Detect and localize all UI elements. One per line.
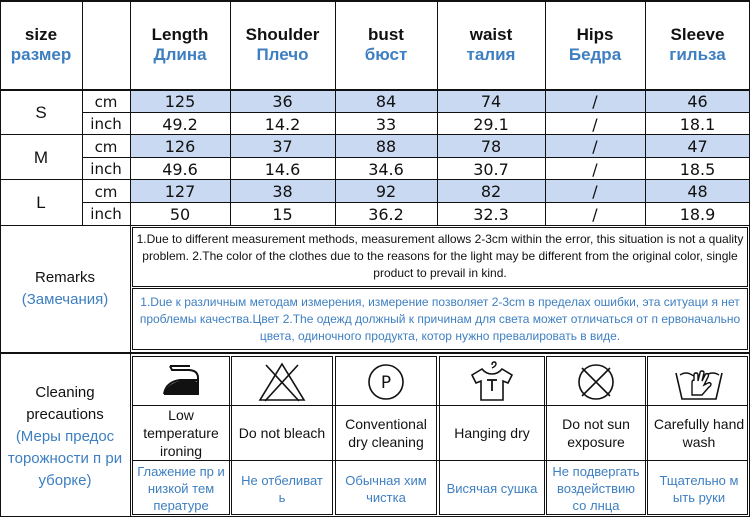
value-cell: 30.7 — [473, 159, 509, 179]
col-header-ru: талия — [466, 45, 516, 64]
col-header-ru: Плечо — [256, 45, 309, 64]
size-label-l: L — [36, 192, 46, 212]
col-header-hips — [545, 0, 645, 90]
value-cell: 37 — [272, 137, 293, 156]
value-cell: / — [592, 114, 598, 134]
care-label-en: Conventional dry cleaning — [345, 416, 427, 450]
grid-line — [82, 157, 750, 158]
col-header-ru: гильза — [669, 45, 726, 64]
grid-line — [645, 0, 646, 226]
unit-cm: cm — [94, 92, 118, 111]
value-cell: 46 — [687, 92, 708, 111]
unit-header-cell — [82, 0, 130, 90]
grid-line — [0, 225, 750, 226]
value-cell: 14.2 — [264, 114, 301, 134]
col-header-sleeve — [645, 0, 750, 90]
unit-inch: inch — [90, 160, 122, 178]
value-cell: / — [592, 92, 598, 111]
care-label-ru: Не отбеливат ь — [241, 472, 323, 505]
cleaning-label — [0, 356, 130, 517]
care-cell — [439, 356, 545, 515]
value-cell: 125 — [164, 92, 196, 111]
value-cell: 38 — [272, 182, 293, 201]
grid-line — [132, 460, 748, 461]
col-header-length — [130, 0, 230, 90]
grid-line — [0, 0, 750, 2]
care-label-ru: Висячая сушка — [446, 481, 538, 496]
value-cell: 34.6 — [368, 159, 404, 179]
value-cell: 88 — [375, 137, 397, 156]
value-cell: 14.6 — [264, 159, 301, 179]
remarks-ru-box — [132, 288, 748, 350]
remarks-label-ru: (Замечания) — [21, 291, 109, 308]
value-cell: 47 — [687, 137, 708, 156]
col-header-en: waist — [469, 25, 513, 44]
care-label-en: Do not sun exposure — [562, 416, 630, 450]
value-cell: 18.1 — [679, 114, 716, 134]
grid-line — [335, 0, 336, 226]
remarks-en-box — [132, 227, 748, 287]
care-label-en: Hanging dry — [454, 425, 530, 441]
care-label-ru: Тщательно м ыть руки — [659, 472, 739, 505]
remarks-label — [0, 226, 130, 352]
value-cell: / — [592, 159, 598, 179]
remarks-text-ru: 1.Due к различным методам измерения, измерение позволяет 2-3cm в пределах ошибки, эта ситуаци я нет проблемы качества.Цвет 2.The одежд должный к причинам для света может отличаться от п ервоначально цвета, одиночного продукта, котор нужно превалировать в виде. — [139, 294, 741, 343]
value-cell: 15 — [272, 204, 293, 224]
value-cell: 84 — [375, 92, 397, 111]
grid-line — [0, 352, 750, 354]
care-label-en: Low temperature ironing — [143, 407, 219, 459]
col-header-shoulder — [230, 0, 335, 90]
col-header-ru: Бедра — [568, 45, 622, 64]
size-label-m: M — [33, 147, 49, 167]
size-header-cell — [0, 0, 82, 90]
care-cell — [335, 356, 437, 515]
unit-cm: cm — [94, 182, 118, 201]
grid-line — [0, 134, 750, 135]
cleaning-label-en: Cleaning — [35, 383, 95, 401]
col-header-ru: Длина — [153, 45, 207, 64]
unit-cm: cm — [94, 137, 118, 156]
col-header-en: Hips — [576, 25, 614, 44]
size-label-s: S — [35, 102, 47, 122]
grid-line — [437, 0, 438, 226]
size-header-en: size — [24, 25, 58, 44]
remarks-text-en: 1.Due to different measurement methods, measurement allows 2-3cm within the error, this situation is not a quality problem. 2.The color of the clothes due to the reasons for the light may be different from the original color, single product to prevail in kind. — [136, 231, 744, 280]
value-cell: 48 — [687, 182, 708, 201]
care-label-ru: Не подвергать воздействию со лнца — [552, 464, 640, 513]
value-cell: 92 — [375, 182, 397, 201]
care-label-en: Carefully hand wash — [653, 416, 745, 450]
value-cell: 36.2 — [368, 204, 404, 224]
value-cell: 33 — [375, 114, 397, 134]
cleaning-label-ru: (Меры предос торожности п ри уборке) — [7, 427, 123, 489]
value-cell: / — [592, 182, 598, 201]
dry-clean-p-symbol: P — [380, 373, 392, 393]
value-cell: 127 — [164, 182, 196, 201]
care-label-en: Do not bleach — [238, 425, 326, 441]
size-header-ru: размер — [10, 45, 72, 64]
grid-line — [0, 0, 1, 517]
care-cell — [546, 356, 646, 515]
grid-line — [82, 0, 83, 226]
col-header-en: Shoulder — [245, 25, 320, 44]
value-cell: 29.1 — [473, 114, 509, 134]
grid-line — [0, 179, 750, 180]
grid-line — [230, 0, 231, 226]
col-header-en: Length — [151, 25, 209, 44]
grid-line — [82, 202, 750, 203]
col-header-waist — [437, 0, 545, 90]
grid-line — [82, 112, 750, 113]
remarks-label-en: Remarks — [34, 269, 95, 286]
value-cell: / — [592, 204, 598, 224]
value-cell: 18.5 — [679, 159, 716, 179]
care-cell — [231, 356, 333, 515]
value-cell: 49.2 — [162, 114, 198, 134]
care-cell — [132, 356, 230, 515]
unit-inch: inch — [90, 115, 122, 133]
value-cell: 74 — [480, 92, 502, 111]
unit-inch: inch — [90, 205, 122, 223]
grid-line — [545, 0, 546, 226]
cleaning-label-en: precautions — [26, 405, 104, 423]
care-label-ru: Обычная хим чистка — [345, 472, 427, 505]
value-cell: / — [592, 137, 598, 156]
col-header-en: Sleeve — [670, 25, 725, 44]
grid-line — [0, 89, 750, 91]
value-cell: 32.3 — [473, 204, 509, 224]
value-cell: 126 — [164, 137, 196, 156]
value-cell: 18.9 — [679, 204, 716, 224]
value-cell: 50 — [169, 204, 191, 224]
value-cell: 49.6 — [162, 159, 198, 179]
grid-line — [132, 405, 748, 406]
col-header-ru: бюст — [364, 45, 408, 64]
col-header-bust — [335, 0, 437, 90]
value-cell: 78 — [480, 137, 502, 156]
value-cell: 36 — [272, 92, 293, 111]
col-header-en: bust — [368, 25, 404, 44]
value-cell: 82 — [480, 182, 502, 201]
grid-line — [130, 0, 131, 517]
care-cell — [647, 356, 748, 515]
care-label-ru: Глажение пр и низкой тем пературе — [137, 464, 225, 513]
